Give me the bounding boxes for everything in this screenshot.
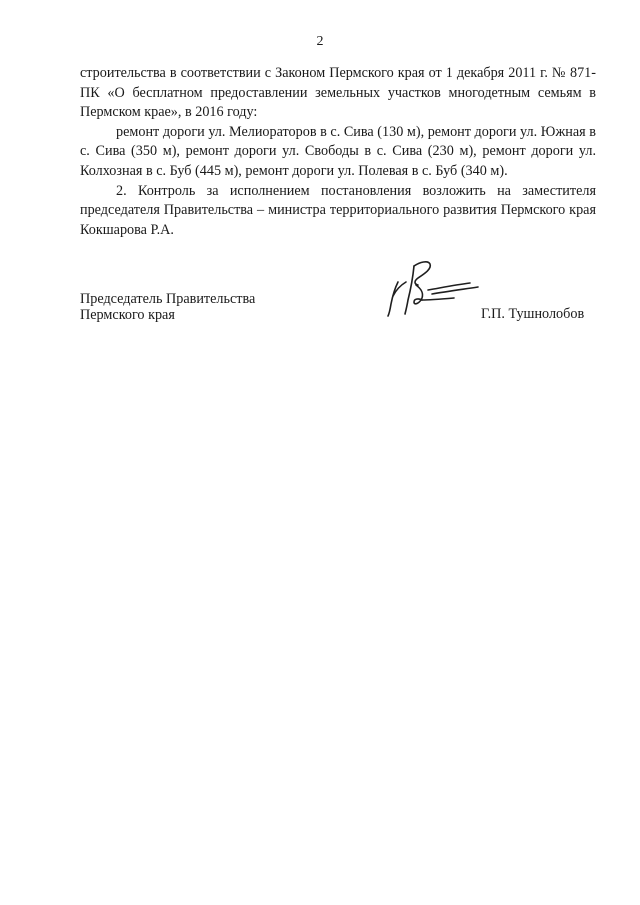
- paragraph-control: 2. Контроль за исполнением постановления возложить на заместителя председателя Правительства – министра территориального развития Пермского края Кокшарова Р.А.: [80, 182, 596, 238]
- paragraph-continuation: строительства в соответствии с Законом Пермского края от 1 декабря 2011 г. № 871-ПК «О бесплатном предоставлении земельных участков многодетным семьям в Пермском крае», в 2016 году:: [80, 65, 596, 121]
- document-body: [80, 64, 596, 240]
- signatory-title-line2: Пермского края: [80, 307, 175, 323]
- signatory-name: Г.П. Тушнолобов: [481, 306, 585, 322]
- signatory-title-line1: Председатель Правительства: [80, 291, 256, 307]
- paragraph-road-repairs: ремонт дороги ул. Мелиораторов в с. Сива (130 м), ремонт дороги ул. Южная в с. Сива (350 м), ремонт дороги ул. Свободы в с. Сива (230 м), ремонт дороги ул. Колхозная в с. Буб (445 м), ремонт дороги ул. Полевая в с. Буб (340 м).: [80, 123, 596, 179]
- signatory-title: [80, 291, 255, 323]
- page-number: 2: [316, 34, 324, 49]
- handwritten-signature: [384, 252, 488, 324]
